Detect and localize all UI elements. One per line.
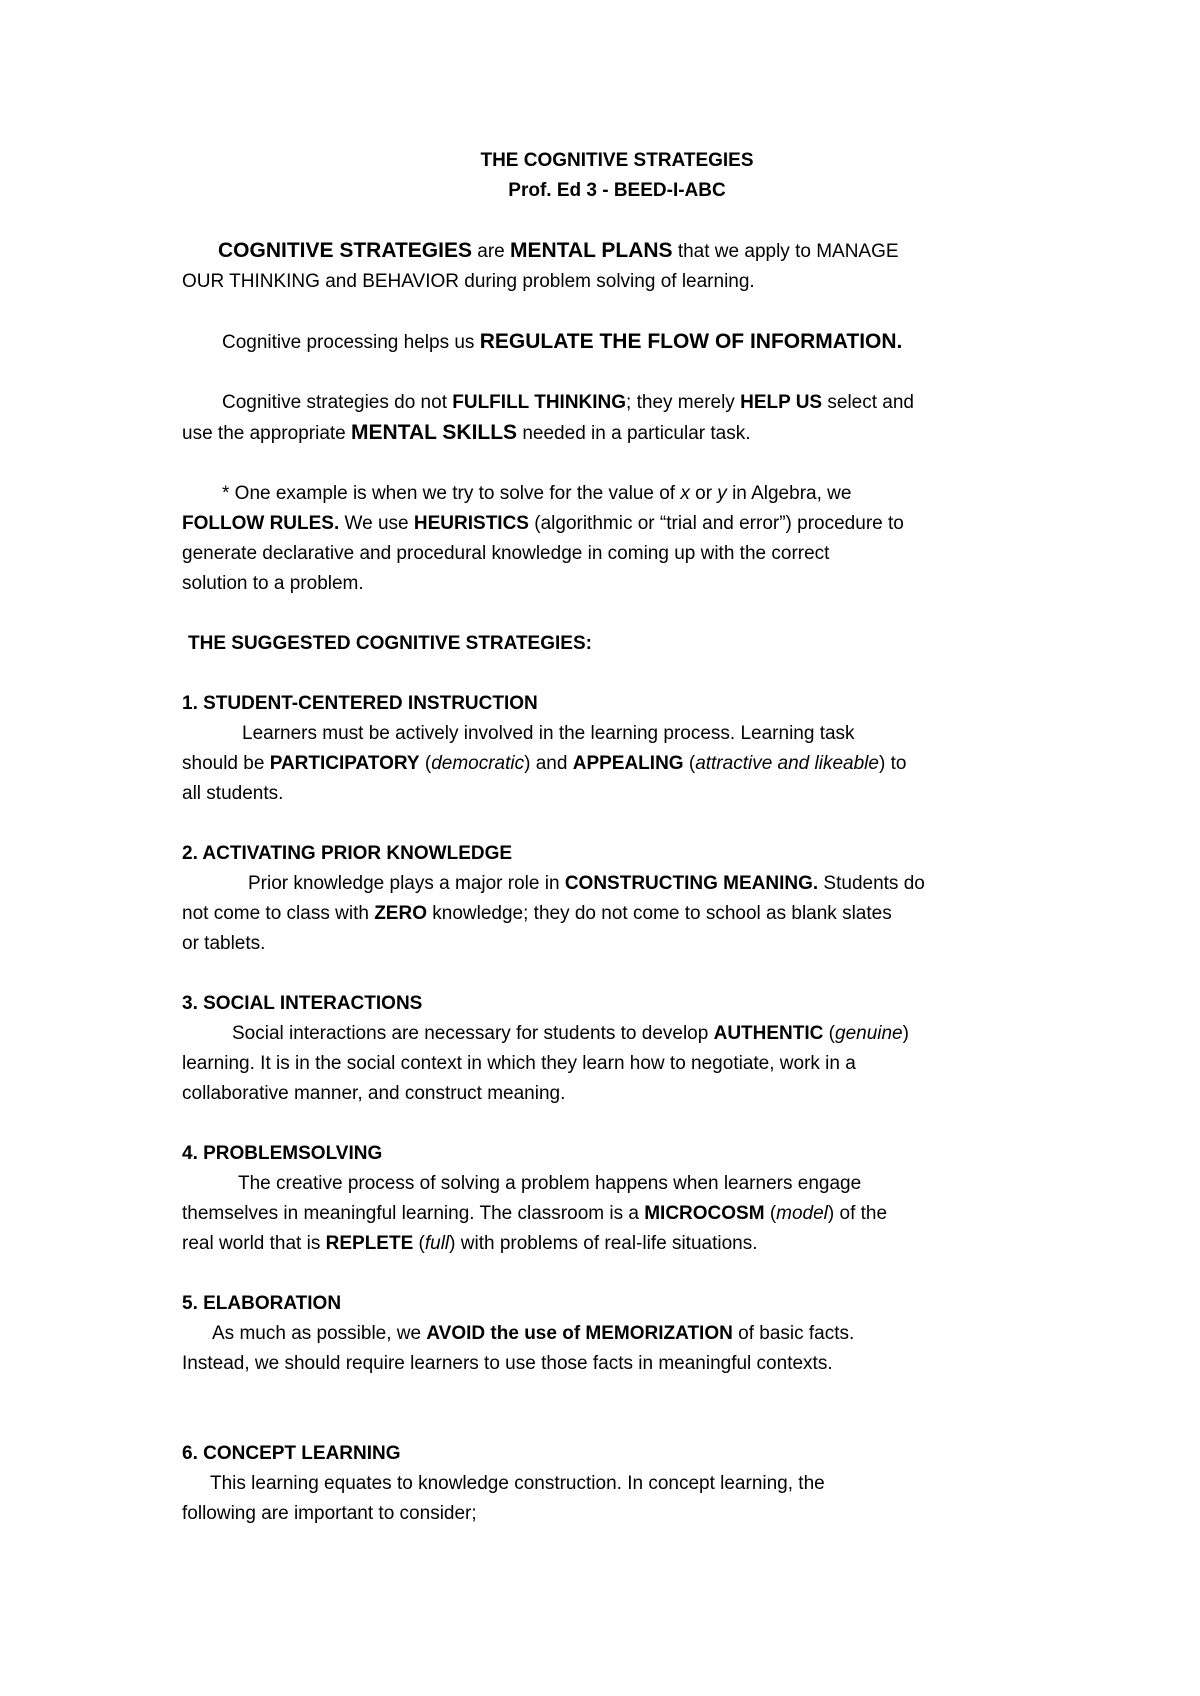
emphasis-text: REPLETE <box>325 1233 414 1254</box>
italic-text: genuine <box>835 1023 903 1044</box>
section-heading-student-centered: 1. STUDENT-CENTERED INSTRUCTION <box>182 693 538 714</box>
paragraph-example-line-2 <box>182 509 1052 539</box>
body-text: Cognitive processing helps us <box>222 332 480 353</box>
body-text: select and <box>822 392 915 413</box>
section-4-line-1: The creative process of solving a problem happens when learners engage <box>238 1173 862 1194</box>
emphasis-text: CONSTRUCTING MEANING. <box>564 873 819 894</box>
section-1-line-3: all students. <box>182 783 284 804</box>
body-text: Prior knowledge plays a major role in <box>248 873 565 894</box>
body-text: knowledge; they do not come to school as blank slates <box>426 903 892 924</box>
emphasis-text: ZERO <box>374 903 427 924</box>
body-text: ( <box>823 1023 835 1044</box>
emphasis-text: APPEALING <box>572 753 684 774</box>
emphasis-text: HELP US <box>740 392 823 413</box>
section-2-line-2 <box>182 899 1052 929</box>
section-6-line-1: This learning equates to knowledge construction. In concept learning, the <box>210 1473 825 1494</box>
emphasis-text: HEURISTICS <box>413 513 529 534</box>
italic-text: attractive and likeable <box>695 753 879 774</box>
body-text: should be <box>182 753 270 774</box>
emphasis-text: REGULATE THE FLOW OF INFORMATION. <box>479 330 903 353</box>
emphasis-text: PARTICIPATORY <box>269 753 420 774</box>
section-heading-prior-knowledge: 2. ACTIVATING PRIOR KNOWLEDGE <box>182 843 513 864</box>
body-text: ( <box>764 1203 777 1224</box>
body-text: * One example is when we try to solve for the value of <box>222 483 681 504</box>
section-3-line-2: learning. It is in the social context in which they learn how to negotiate, work in a <box>182 1053 856 1074</box>
body-text: ) of the <box>827 1203 888 1224</box>
section-4-line-2 <box>182 1199 1052 1229</box>
document-body <box>182 146 1052 1529</box>
section-1-line-1: Learners must be actively involved in the learning process. Learning task <box>242 723 855 744</box>
variable-text: y <box>717 483 727 504</box>
paragraph-example-line-1 <box>182 479 1052 509</box>
italic-text: democratic <box>431 753 525 774</box>
section-4-line-3 <box>182 1229 1052 1259</box>
body-text: Students do <box>818 873 925 894</box>
emphasis-text: MICROCOSM <box>644 1203 765 1224</box>
body-text: (algorithmic or “trial and error”) procedure to <box>528 513 904 534</box>
paragraph-example-line-4: solution to a problem. <box>182 573 364 594</box>
italic-text: model <box>776 1203 828 1224</box>
paragraph-strategies-line-1 <box>182 388 1052 418</box>
paragraph-definition-line-2: OUR THINKING and BEHAVIOR during problem solving of learning. <box>182 271 755 292</box>
section-2-line-1 <box>182 869 1052 899</box>
body-text: Social interactions are necessary for students to develop <box>232 1023 714 1044</box>
variable-text: x <box>680 483 690 504</box>
emphasis-text: FOLLOW RULES. <box>182 513 340 534</box>
body-text: ( <box>419 753 432 774</box>
body-text: not come to class with <box>182 903 375 924</box>
body-text: are <box>471 241 510 262</box>
emphasis-text: AUTHENTIC <box>713 1023 824 1044</box>
section-heading-concept-learning: 6. CONCEPT LEARNING <box>182 1443 401 1464</box>
section-heading-social-interactions: 3. SOCIAL INTERACTIONS <box>182 993 423 1014</box>
body-text: ) to <box>878 753 907 774</box>
emphasis-text: MENTAL PLANS <box>510 239 673 262</box>
section-heading-elaboration: 5. ELABORATION <box>182 1293 342 1314</box>
paragraph-processing <box>182 327 1052 358</box>
body-text: As much as possible, we <box>212 1323 427 1344</box>
emphasis-text: MENTAL SKILLS <box>351 421 518 444</box>
document-title: THE COGNITIVE STRATEGIES <box>480 150 754 171</box>
body-text: themselves in meaningful learning. The classroom is a <box>182 1203 645 1224</box>
body-text: We use <box>339 513 414 534</box>
body-text: ) <box>902 1023 909 1044</box>
section-3-line-3: collaborative manner, and construct meaning. <box>182 1083 566 1104</box>
paragraph-example-line-3: generate declarative and procedural knowledge in coming up with the correct <box>182 543 830 564</box>
emphasis-text: FULFILL THINKING <box>452 392 627 413</box>
section-1-line-2 <box>182 749 1052 779</box>
document-subtitle: Prof. Ed 3 - BEED-I-ABC <box>508 180 726 201</box>
body-text: or <box>689 483 718 504</box>
body-text: in Algebra, we <box>726 483 852 504</box>
paragraph-definition-line-1 <box>182 236 1052 267</box>
section-3-line-1 <box>182 1019 1052 1049</box>
section-5-line-1 <box>182 1319 1052 1349</box>
section-2-line-3: or tablets. <box>182 933 266 954</box>
suggested-strategies-heading: THE SUGGESTED COGNITIVE STRATEGIES: <box>188 633 592 654</box>
body-text: use the appropriate <box>182 423 352 444</box>
section-5-line-2: Instead, we should require learners to use those facts in meaningful contexts. <box>182 1353 833 1374</box>
emphasis-text: COGNITIVE STRATEGIES <box>218 239 472 262</box>
paragraph-strategies-line-2 <box>182 418 1052 449</box>
body-text: ) and <box>524 753 573 774</box>
body-text: real world that is <box>182 1233 326 1254</box>
body-text: that we apply to MANAGE <box>672 241 899 262</box>
section-6-line-2: following are important to consider; <box>182 1503 477 1524</box>
italic-text: full <box>424 1233 450 1254</box>
body-text: of basic facts. <box>732 1323 855 1344</box>
body-text: ) with problems of real-life situations. <box>449 1233 758 1254</box>
body-text: needed in a particular task. <box>517 423 751 444</box>
body-text: ( <box>413 1233 425 1254</box>
body-text: Cognitive strategies do not <box>222 392 453 413</box>
section-heading-problem-solving: 4. PROBLEMSOLVING <box>182 1143 383 1164</box>
emphasis-text: AVOID the use of MEMORIZATION <box>426 1323 733 1344</box>
body-text: ; they merely <box>626 392 741 413</box>
body-text: ( <box>683 753 696 774</box>
